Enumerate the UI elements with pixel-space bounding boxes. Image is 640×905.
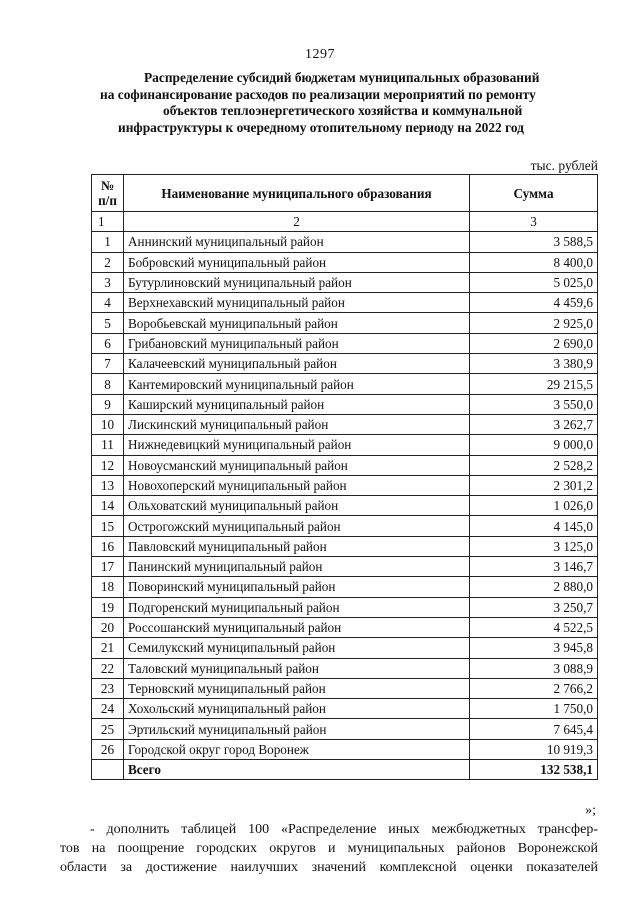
- municipality-name: Новоусманский муниципальный район: [124, 455, 470, 475]
- municipality-name: Терновский муниципальный район: [124, 678, 470, 698]
- municipality-name: Калачеевский муниципальный район: [124, 354, 470, 374]
- row-number: 13: [92, 475, 124, 495]
- table-row: [92, 739, 598, 759]
- row-number: 10: [92, 414, 124, 434]
- row-number: 2: [92, 252, 124, 272]
- row-number: 21: [92, 638, 124, 658]
- table-row: [92, 455, 598, 475]
- header-sum: Сумма: [470, 175, 598, 212]
- subsidy-amount: 2 528,2: [470, 455, 598, 475]
- subsidy-amount: 4 522,5: [470, 617, 598, 637]
- municipality-name: Ольховатский муниципальный район: [124, 496, 470, 516]
- title-line-3: объектов теплоэнергетического хозяйства и коммунальной: [163, 103, 523, 118]
- table-row: [92, 435, 598, 455]
- table-row: [92, 597, 598, 617]
- subsidy-amount: 3 380,9: [470, 354, 598, 374]
- row-number: 9: [92, 394, 124, 414]
- table-row: [92, 394, 598, 414]
- municipality-name: Нижнедевицкий муниципальный район: [124, 435, 470, 455]
- subsidy-amount: 2 766,2: [470, 678, 598, 698]
- subsidy-amount: 2 301,2: [470, 475, 598, 495]
- column-index: 2: [124, 212, 470, 232]
- municipality-name: Новохоперский муниципальный район: [124, 475, 470, 495]
- table-row: [92, 658, 598, 678]
- row-number: 15: [92, 516, 124, 536]
- total-number-cell: [92, 760, 124, 780]
- subsidy-amount: 3 146,7: [470, 557, 598, 577]
- subsidy-amount: 3 550,0: [470, 394, 598, 414]
- subsidy-amount: 3 088,9: [470, 658, 598, 678]
- row-number: 22: [92, 658, 124, 678]
- municipality-name: Семилукский муниципальный район: [124, 638, 470, 658]
- document-title: [60, 70, 620, 136]
- row-number: 6: [92, 333, 124, 353]
- subsidy-amount: 8 400,0: [470, 252, 598, 272]
- row-number: 12: [92, 455, 124, 475]
- table-row: [92, 516, 598, 536]
- row-number: 18: [92, 577, 124, 597]
- paragraph-line-3: области за достижение наилучших значений комплексной оценки показателей: [60, 860, 598, 875]
- municipality-name: Павловский муниципальный район: [124, 536, 470, 556]
- subsidy-amount: 2 690,0: [470, 333, 598, 353]
- subsidy-amount: 29 215,5: [470, 374, 598, 394]
- paragraph-line-1: - дополнить таблицей 100 «Распределение иных межбюджетных трансфер-: [90, 822, 598, 837]
- subsidy-amount: 7 645,4: [470, 719, 598, 739]
- table-row: [92, 374, 598, 394]
- paragraph-line-2: тов на поощрение городских округов и муниципальных районов Воронежской: [60, 841, 598, 856]
- table-row: [92, 475, 598, 495]
- total-row: [92, 760, 598, 780]
- row-number: 14: [92, 496, 124, 516]
- row-number: 5: [92, 313, 124, 333]
- municipality-name: Верхнехавский муниципальный район: [124, 293, 470, 313]
- municipality-name: Городской округ город Воронеж: [124, 739, 470, 759]
- subsidy-amount: 2 880,0: [470, 577, 598, 597]
- title-line-1: Распределение субсидий бюджетам муниципальных образований: [144, 70, 540, 85]
- municipality-name: Аннинский муниципальный район: [124, 232, 470, 252]
- table-row: [92, 252, 598, 272]
- municipality-name: Каширский муниципальный район: [124, 394, 470, 414]
- table-row: [92, 699, 598, 719]
- row-number: 16: [92, 536, 124, 556]
- title-line-4: инфраструктуры к очередному отопительному периоду на 2022 год: [118, 119, 524, 135]
- table-row: [92, 719, 598, 739]
- subsidy-table: [91, 174, 598, 780]
- subsidy-amount: 10 919,3: [470, 739, 598, 759]
- row-number: 25: [92, 719, 124, 739]
- amendment-paragraph: [60, 820, 598, 877]
- table-row: [92, 333, 598, 353]
- subsidy-amount: 5 025,0: [470, 272, 598, 292]
- closing-quote-mark: »;: [585, 803, 596, 818]
- header-number: № п/п: [92, 175, 124, 212]
- municipality-name: Острогожский муниципальный район: [124, 516, 470, 536]
- municipality-name: Лискинский муниципальный район: [124, 414, 470, 434]
- table-row: [92, 678, 598, 698]
- municipality-name: Россошанский муниципальный район: [124, 617, 470, 637]
- row-number: 3: [92, 272, 124, 292]
- municipality-name: Хохольский муниципальный район: [124, 699, 470, 719]
- subsidy-amount: 3 125,0: [470, 536, 598, 556]
- row-number: 19: [92, 597, 124, 617]
- subsidy-amount: 3 945,8: [470, 638, 598, 658]
- column-index-row: [92, 212, 598, 232]
- municipality-name: Воробьевскай муниципальный район: [124, 313, 470, 333]
- municipality-name: Бутурлиновский муниципальный район: [124, 272, 470, 292]
- column-index: 3: [470, 212, 598, 232]
- page-number: 1297: [305, 47, 335, 62]
- subsidy-amount: 1 750,0: [470, 699, 598, 719]
- table-row: [92, 414, 598, 434]
- total-label: Всего: [124, 760, 470, 780]
- row-number: 11: [92, 435, 124, 455]
- table-row: [92, 536, 598, 556]
- row-number: 26: [92, 739, 124, 759]
- row-number: 1: [92, 232, 124, 252]
- municipality-name: Панинский муниципальный район: [124, 557, 470, 577]
- subsidy-amount: 3 588,5: [470, 232, 598, 252]
- table-header-row: [92, 175, 598, 212]
- municipality-name: Таловский муниципальный район: [124, 658, 470, 678]
- table-row: [92, 496, 598, 516]
- municipality-name: Кантемировский муниципальный район: [124, 374, 470, 394]
- header-name: Наименование муниципального образования: [124, 175, 470, 212]
- row-number: 4: [92, 293, 124, 313]
- row-number: 23: [92, 678, 124, 698]
- municipality-name: Поворинский муниципальный район: [124, 577, 470, 597]
- municipality-name: Бобровский муниципальный район: [124, 252, 470, 272]
- table-row: [92, 617, 598, 637]
- subsidy-amount: 2 925,0: [470, 313, 598, 333]
- table-row: [92, 232, 598, 252]
- table-row: [92, 354, 598, 374]
- row-number: 8: [92, 374, 124, 394]
- subsidy-amount: 9 000,0: [470, 435, 598, 455]
- table-row: [92, 272, 598, 292]
- municipality-name: Грибановский муниципальный район: [124, 333, 470, 353]
- municipality-name: Подгоренский муниципальный район: [124, 597, 470, 617]
- subsidy-amount: 3 262,7: [470, 414, 598, 434]
- municipality-name: Эртильский муниципальный район: [124, 719, 470, 739]
- table-row: [92, 557, 598, 577]
- subsidy-amount: 3 250,7: [470, 597, 598, 617]
- table-row: [92, 313, 598, 333]
- row-number: 17: [92, 557, 124, 577]
- units-label: тыс. рублей: [530, 158, 598, 173]
- row-number: 7: [92, 354, 124, 374]
- title-line-2: на софинансирование расходов по реализации мероприятий по ремонту: [100, 86, 536, 102]
- table-row: [92, 293, 598, 313]
- column-index: 1: [92, 212, 124, 232]
- subsidy-amount: 4 459,6: [470, 293, 598, 313]
- table-row: [92, 577, 598, 597]
- table-row: [92, 638, 598, 658]
- row-number: 20: [92, 617, 124, 637]
- total-sum: 132 538,1: [470, 760, 598, 780]
- row-number: 24: [92, 699, 124, 719]
- subsidy-amount: 4 145,0: [470, 516, 598, 536]
- subsidy-amount: 1 026,0: [470, 496, 598, 516]
